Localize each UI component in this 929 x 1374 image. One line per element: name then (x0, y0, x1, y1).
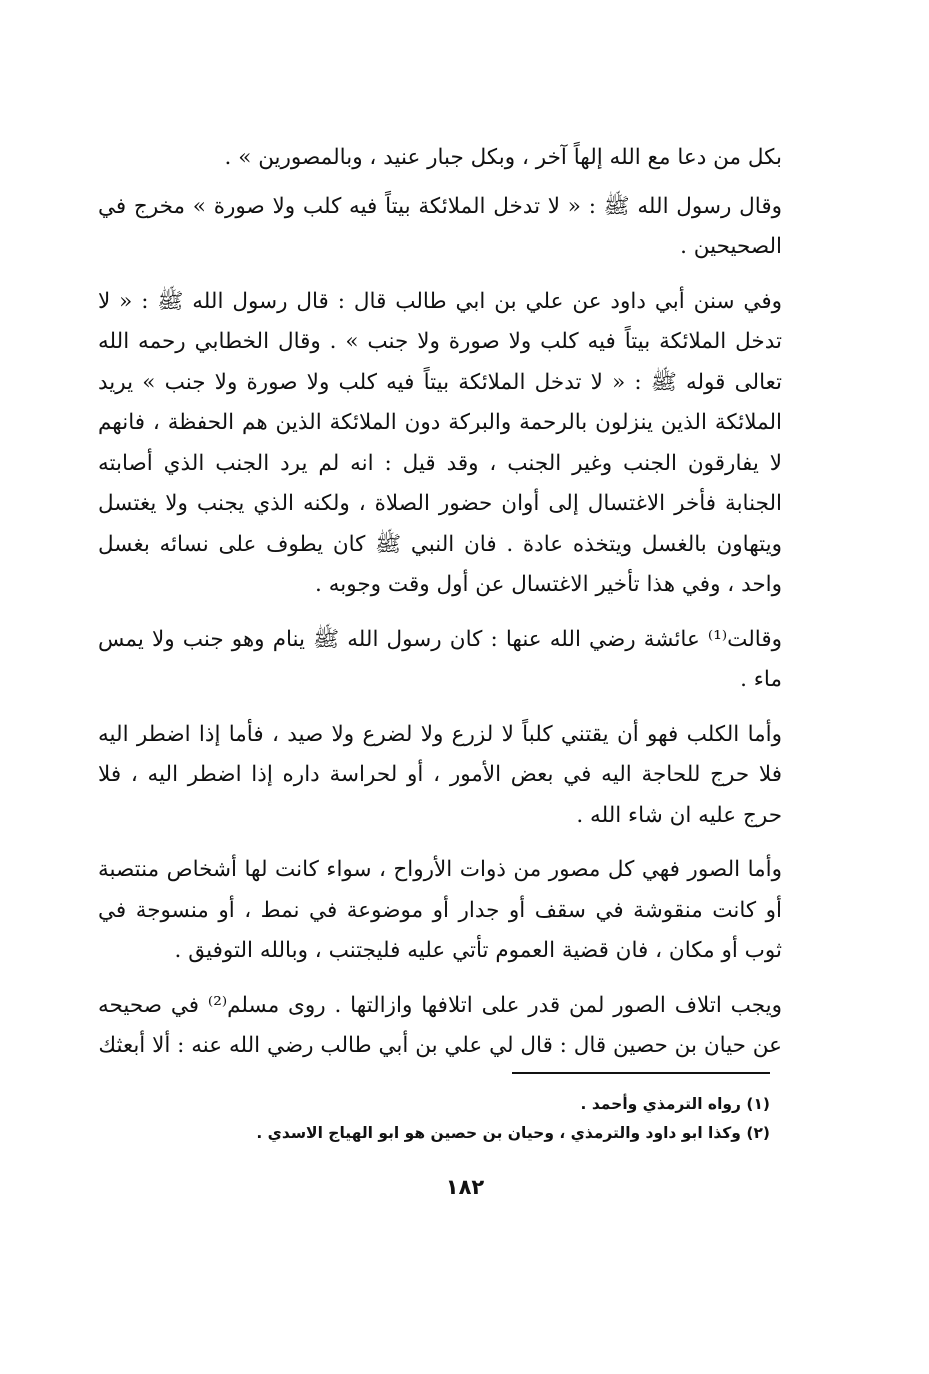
footnote-1: (١) رواه الترمذي وأحمد . (580, 1095, 770, 1113)
paragraph-7: ويجب اتلاف الصور لمن قدر على اتلافها وازالتها . روى مسلم⁽²⁾ في صحيحه عن حيان بن حصين قال : قال لي علي بن أبي طالب رضي الله عنه : ألا أبعثك (98, 992, 782, 1058)
footnotes (120, 1090, 770, 1148)
paragraph-2: وقال رسول الله ﷺ : « لا تدخل الملائكة بيتاً فيه كلب ولا صورة » مخرج في الصحيحين . (98, 193, 782, 259)
paragraph-5: وأما الكلب فهو أن يقتني كلباً لا لزرع ولا لضرع ولا صيد ، فأما إذا اضطر اليه فلا حرج للحاجة اليه في بعض الأمور ، أو لحراسة داره إذا اضطر اليه ، فلا حرج عليه ان شاء الله . (98, 721, 782, 828)
footnote-divider (512, 1072, 770, 1074)
page-number: ١٨٢ (445, 1175, 485, 1199)
paragraph-1: بكل من دعا مع الله إلهاً آخر ، وبكل جبار عنيد ، وبالمصورين » . (224, 145, 782, 170)
footnote-2: (٢) وكذا ابو داود والترمذي ، وحيان بن حصين هو ابو الهياج الاسدي . (256, 1124, 770, 1142)
main-text (98, 138, 782, 1081)
paragraph-6: وأما الصور فهي كل مصور من ذوات الأرواح ، سواء كانت لها أشخاص منتصبة أو كانت منقوشة في سقف أو جدار أو موضوعة في نمط ، أو منسوجة في ثوب أو مكان ، فان قضية العموم تأتي عليه فليجتنب ، وبالله التوفيق . (98, 857, 782, 963)
paragraph-4: وقالت⁽¹⁾ عائشة رضي الله عنها : كان رسول الله ﷺ ينام وهو جنب ولا يمس ماء . (98, 626, 782, 692)
paragraph-3: وفي سنن أبي داود عن علي بن ابي طالب قال : قال رسول الله ﷺ : « لا تدخل الملائكة بيتاً فيه كلب ولا صورة ولا جنب » . وقال الخطابي رحمه الله تعالى قوله ﷺ : « لا تدخل الملائكة بيتاً فيه كلب ولا صورة ولا جنب » يريد الملائكة الذين ينزلون بالرحمة والبركة دون الملائكة الذين هم الحفظة ، فانهم لا يفارقون الجنب وغير الجنب ، وقد قيل : انه لم يرد الجنب الذي أصابته الجنابة فأخر الاغتسال إلى أوان حضور الصلاة ، ولكنه الذي يجنب ولا يغتسل ويتهاون بالغسل ويتخذه عادة . فان النبي ﷺ كان يطوف على نسائه بغسل واحد ، وفي هذا تأخير الاغتسال عن أول وقت وجوبه . (98, 288, 782, 597)
